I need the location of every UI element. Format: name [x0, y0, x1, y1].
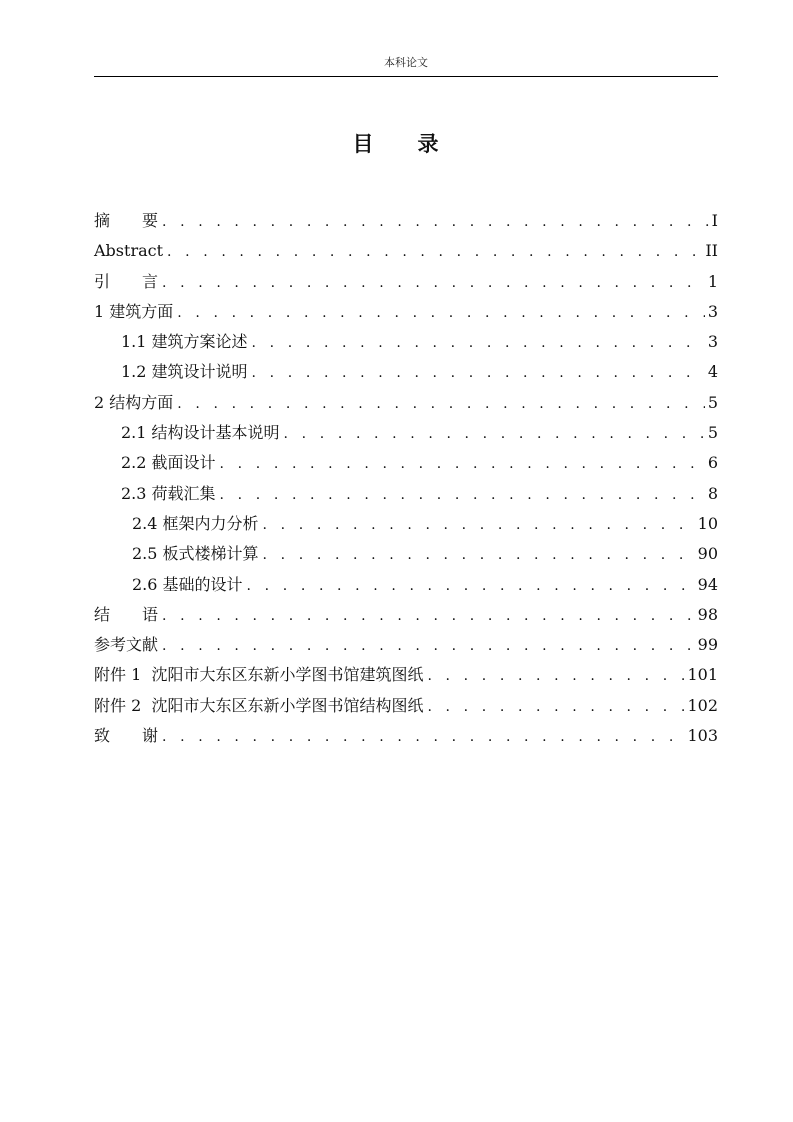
toc-entry-acknowledgements[interactable]: [94, 721, 718, 751]
toc-entry-chapter-1[interactable]: [94, 297, 718, 327]
toc-leader-dots: [177, 298, 705, 328]
toc-entry-conclusion[interactable]: [94, 600, 718, 630]
toc-leader-dots: [252, 358, 705, 388]
toc-entry-label: 2.5 板式楼梯计算: [132, 544, 259, 564]
toc-entry-page: 103: [687, 726, 718, 746]
toc-entry-2-5[interactable]: [94, 539, 718, 569]
toc-entry-page: 101: [687, 665, 718, 685]
toc-leader-dots: [162, 268, 705, 298]
toc-leader-dots: [162, 207, 709, 237]
header-rule: [94, 76, 718, 77]
toc-entry-page: 90: [697, 544, 718, 564]
toc-entry-abstract-cn[interactable]: [94, 206, 718, 236]
toc-leader-dots: [220, 480, 705, 510]
toc-entry-1-2[interactable]: [94, 357, 718, 387]
toc-entry-abstract-en[interactable]: [94, 236, 718, 266]
toc-entry-label: 2.6 基础的设计: [132, 574, 243, 594]
toc-leader-dots: [220, 449, 705, 479]
toc-title-char-2: 录: [417, 131, 441, 156]
toc-entry-page: 10: [697, 513, 718, 533]
toc-title: [0, 128, 793, 158]
toc-leader-dots: [247, 571, 695, 601]
toc-entry-label: 2.2 截面设计: [121, 453, 216, 473]
toc-entry-label: Abstract: [94, 241, 164, 261]
toc-entry-label: 引 言: [94, 271, 159, 291]
toc-entry-page: 4: [707, 362, 718, 382]
toc-leader-dots: [263, 510, 695, 540]
toc-entry-appendix-1[interactable]: [94, 660, 718, 690]
toc-leader-dots: [427, 692, 684, 722]
toc-leader-dots: [427, 661, 684, 691]
toc-leader-dots: [252, 328, 705, 358]
toc-entry-label: 2.4 框架内力分析: [132, 513, 259, 533]
toc-entry-2-4[interactable]: [94, 509, 718, 539]
toc-entry-page: II: [705, 241, 718, 261]
toc-entry-page: 5: [707, 392, 718, 412]
toc-entry-label: 附件 2 沈阳市大东区东新小学图书馆结构图纸: [94, 695, 424, 715]
running-header: 本科论文: [384, 56, 428, 69]
toc-entry-page: I: [711, 211, 718, 230]
toc-entry-page: 98: [697, 604, 718, 624]
toc-entry-label: 附件 1 沈阳市大东区东新小学图书馆建筑图纸: [94, 665, 424, 685]
table-of-contents: [94, 206, 718, 751]
toc-leader-dots: [162, 631, 695, 661]
toc-entry-page: 8: [707, 483, 718, 503]
toc-entry-2-1[interactable]: [94, 418, 718, 448]
toc-entry-appendix-2[interactable]: [94, 691, 718, 721]
toc-title-char-1: 目: [352, 131, 376, 156]
toc-entry-label: 1.2 建筑设计说明: [121, 362, 248, 382]
toc-entry-page: 5: [707, 423, 718, 443]
toc-entry-page: 99: [697, 635, 718, 655]
toc-entry-introduction[interactable]: [94, 267, 718, 297]
toc-entry-page: 102: [687, 695, 718, 715]
toc-entry-page: 1: [707, 271, 718, 291]
toc-entry-label: 致 谢: [94, 726, 159, 746]
toc-entry-label: 参考文献: [94, 635, 159, 655]
toc-entry-2-6[interactable]: [94, 570, 718, 600]
toc-leader-dots: [162, 601, 695, 631]
toc-entry-page: 3: [707, 332, 718, 352]
toc-entry-page: 3: [707, 301, 718, 321]
toc-entry-label: 摘 要: [94, 211, 159, 230]
toc-leader-dots: [162, 722, 684, 752]
toc-entry-references[interactable]: [94, 630, 718, 660]
toc-entry-page: 94: [697, 574, 718, 594]
toc-entry-label: 2.1 结构设计基本说明: [121, 423, 280, 443]
toc-entry-page: 6: [707, 453, 718, 473]
toc-leader-dots: [263, 540, 695, 570]
toc-entry-label: 2.3 荷载汇集: [121, 483, 216, 503]
toc-entry-label: 1.1 建筑方案论述: [121, 332, 248, 352]
toc-entry-chapter-2[interactable]: [94, 388, 718, 418]
toc-entry-2-3[interactable]: [94, 479, 718, 509]
toc-entry-1-1[interactable]: [94, 327, 718, 357]
toc-entry-label: 2 结构方面: [94, 392, 174, 412]
toc-leader-dots: [177, 389, 705, 419]
toc-leader-dots: [167, 237, 702, 267]
toc-entry-2-2[interactable]: [94, 448, 718, 478]
toc-entry-label: 1 建筑方面: [94, 301, 174, 321]
toc-leader-dots: [284, 419, 705, 449]
toc-entry-label: 结 语: [94, 604, 159, 624]
